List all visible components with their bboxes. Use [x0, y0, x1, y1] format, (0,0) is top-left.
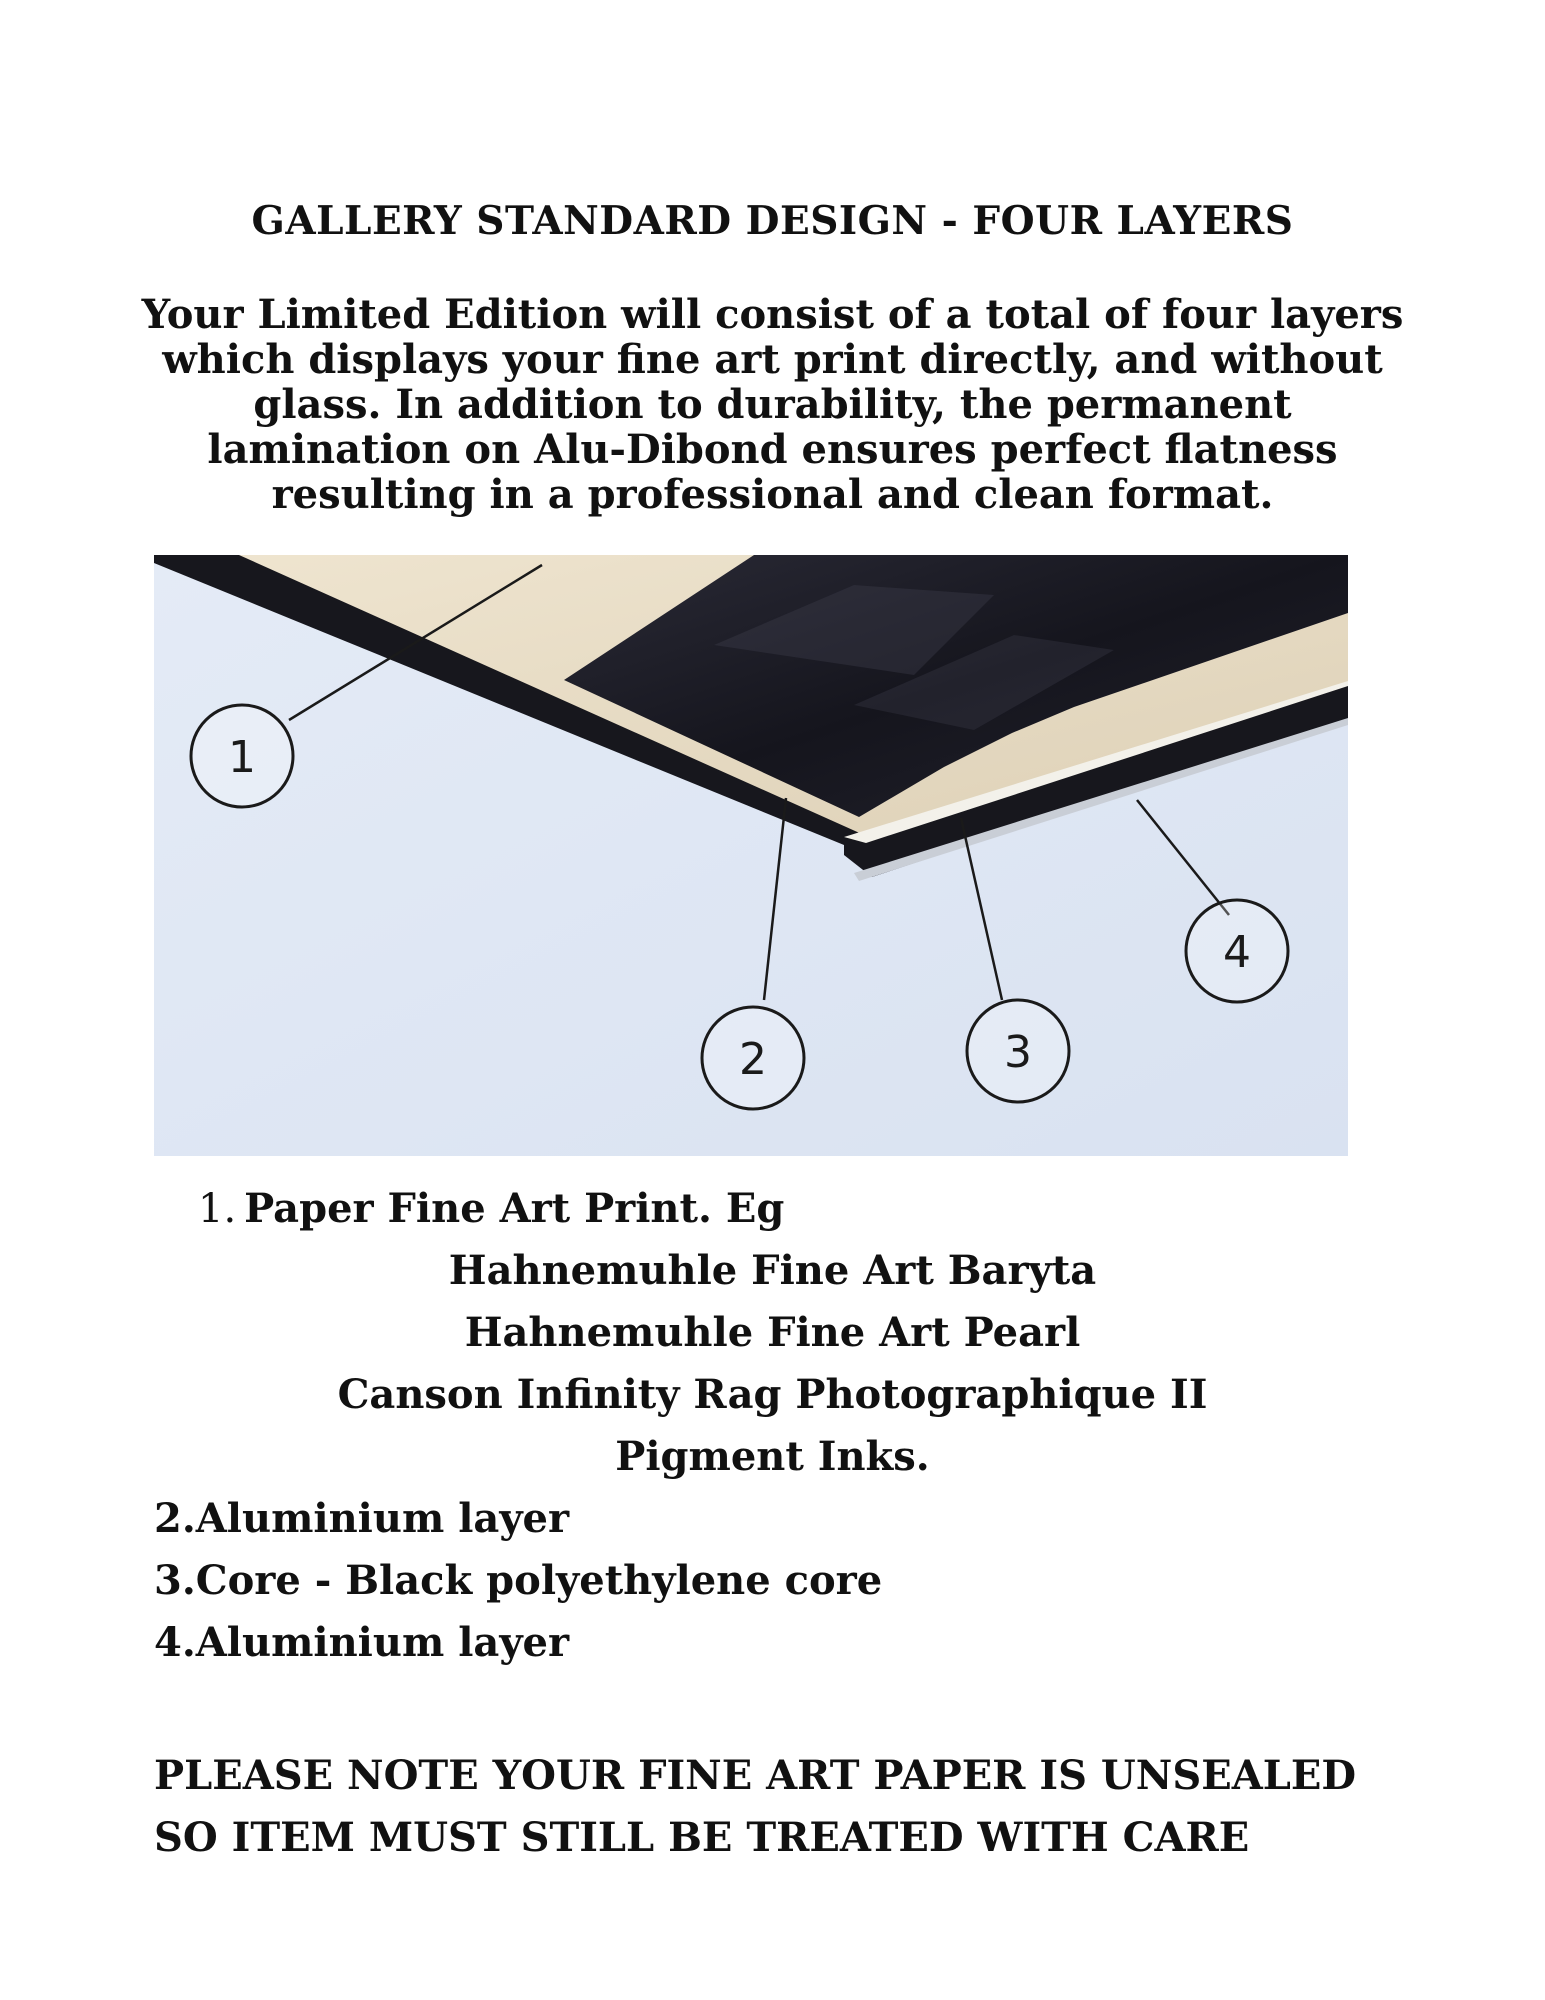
svg-text:1: 1: [228, 732, 256, 783]
layer-item-3: 3.Core - Black polyethylene core: [154, 1557, 883, 1604]
care-note: PLEASE NOTE YOUR FINE ART PAPER IS UNSEALED SO ITEM MUST STILL BE TREATED WITH CARE: [154, 1752, 1357, 1861]
callout-2: [702, 1007, 804, 1109]
layer-item-1-label: Paper Fine Art Print. Eg: [244, 1185, 785, 1232]
paper-example-pearl: Hahnemuhle Fine Art Pearl: [464, 1309, 1081, 1356]
svg-text:3: 3: [1004, 1027, 1032, 1078]
layer-item-2: 2.Aluminium layer: [154, 1495, 570, 1542]
callout-1: [191, 705, 293, 807]
callout-3: [967, 1000, 1069, 1102]
paper-example-canson: Canson Infinity Rag Photographique II: [337, 1371, 1208, 1418]
layer-item-1: [198, 1185, 784, 1232]
layer-diagram-image: [154, 555, 1348, 1156]
paper-example-baryta: Hahnemuhle Fine Art Baryta: [448, 1247, 1097, 1294]
callout-4: [1186, 900, 1288, 1002]
layer-item-4: 4.Aluminium layer: [154, 1619, 570, 1666]
paper-example-inks: Pigment Inks.: [615, 1433, 930, 1480]
page-heading: GALLERY STANDARD DESIGN - FOUR LAYERS: [251, 198, 1294, 244]
svg-text:2: 2: [739, 1034, 767, 1085]
layer-item-1-number: 1.: [198, 1186, 237, 1232]
intro-paragraph: Your Limited Edition will consist of a total of four layers which displays your fine art print directly, and without glass. In addition to durability, the permanent lamination on Alu-Dibond ensures perfect flatness resulting in a professional and clean format.: [141, 291, 1404, 518]
svg-text:4: 4: [1223, 927, 1251, 978]
